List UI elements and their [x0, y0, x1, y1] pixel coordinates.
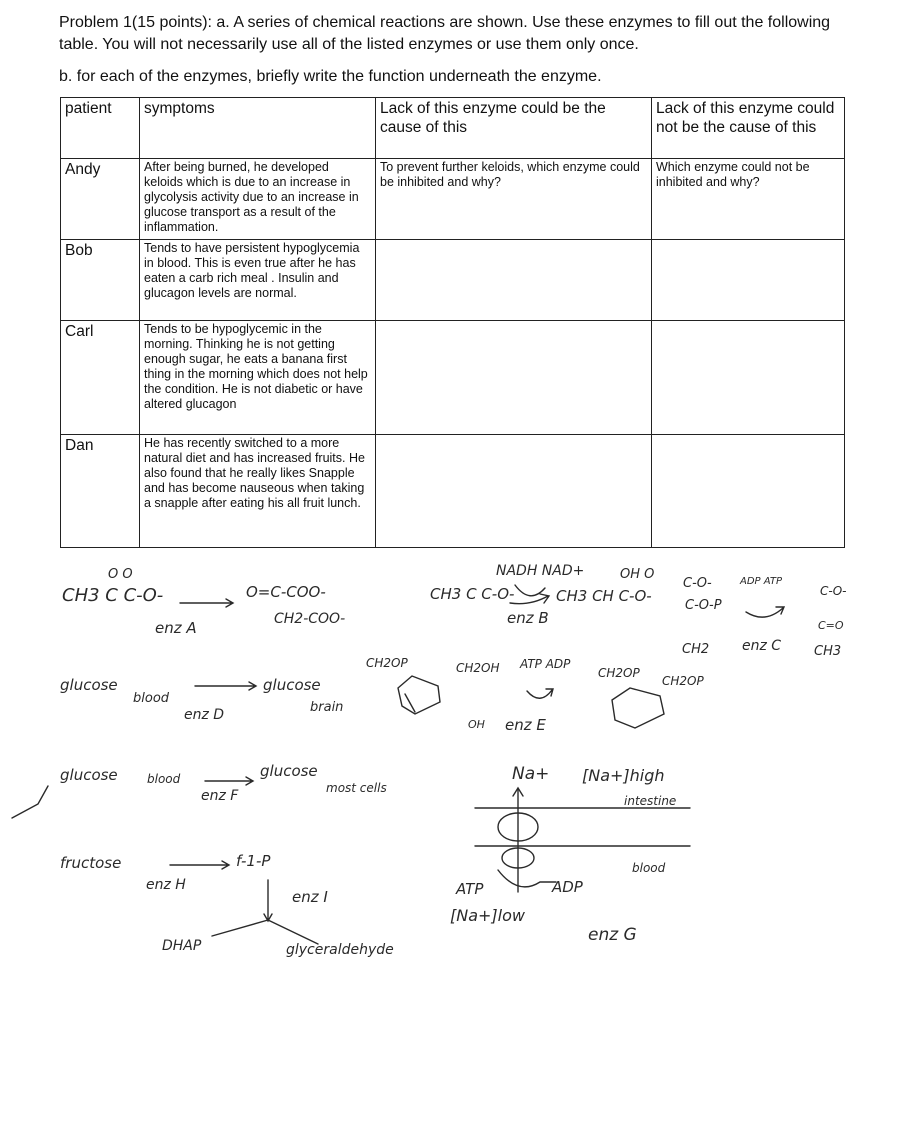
reaction-c-product: C-O-: [820, 584, 847, 598]
reaction-c-reactant: C-O-: [683, 576, 712, 591]
symptoms-cell: Tends to be hypoglycemic in the morning. Thinking he is not getting enough sugar, he eats a banana first thing in the morning which does not help the condition. He is not diabetic or have altered glucagon: [140, 321, 376, 435]
transporter-blood: blood: [632, 861, 666, 875]
transporter-adp: ADP: [552, 878, 583, 896]
reaction-c-reactant-2: C-O-P: [685, 598, 722, 613]
header-patient: patient: [61, 98, 140, 159]
reaction-h-left: fructose: [60, 854, 122, 872]
reaction-a-product: O=C-COO-: [246, 583, 326, 601]
reaction-b-cofactors: NADH NAD+: [496, 563, 585, 579]
header-could-be-cause: Lack of this enzyme could be the cause of this: [376, 98, 652, 159]
reaction-e-cofactors: ATP ADP: [520, 657, 571, 671]
reaction-h-product: f-1-P: [236, 852, 271, 870]
reaction-f-right: glucose: [260, 762, 318, 780]
transporter-intestine: intestine: [624, 794, 677, 808]
reaction-d-left-sub: blood: [133, 691, 170, 706]
enzyme-e-label: enz E: [505, 716, 546, 734]
reaction-d-left: glucose: [60, 676, 118, 694]
reaction-f-left: glucose: [60, 766, 118, 784]
enzyme-c-label: enz C: [742, 638, 782, 654]
patient-name: Andy: [61, 159, 140, 240]
transporter-atp: ATP: [456, 880, 484, 898]
transporter-na-low: [Na+]low: [450, 906, 525, 925]
reaction-b-reactant: CH3 C C-O-: [430, 585, 515, 603]
reaction-c-cofactors: ADP ATP: [740, 576, 783, 587]
enzyme-d-label: enz D: [184, 707, 225, 723]
patient-name: Bob: [61, 240, 140, 321]
reaction-f-right-sub: most cells: [326, 781, 387, 795]
enzyme-h-label: enz H: [146, 877, 186, 893]
problem-statement-b: b. for each of the enzymes, briefly write the function underneath the enzyme.: [59, 68, 602, 85]
reaction-e-ch2op: CH2OP: [366, 656, 408, 670]
header-symptoms: symptoms: [140, 98, 376, 159]
enzyme-b-label: enz B: [507, 609, 549, 627]
symptoms-cell: After being burned, he developed keloids which is due to an increase in glycolysis activity due to an increase in glucose transport as a result of the inflammation.: [140, 159, 376, 240]
reaction-b-oh: OH O: [620, 567, 655, 582]
transporter-na: Na+: [512, 764, 550, 784]
reaction-a-reactant: CH3 C C-O-: [62, 585, 164, 606]
header-could-not-be-cause: Lack of this enzyme could not be the cause of this: [652, 98, 845, 159]
symptoms-cell: Tends to have persistent hypoglycemia in blood. This is even true after he has eaten a carb rich meal . Insulin and glucagon levels are normal.: [140, 240, 376, 321]
could-not-cell[interactable]: Which enzyme could not be inhibited and why?: [652, 159, 845, 240]
patient-name: Carl: [61, 321, 140, 435]
enzyme-a-label: enz A: [155, 619, 197, 637]
reaction-e-oh: OH: [468, 718, 485, 731]
reaction-c-product-3: CH3: [814, 644, 842, 659]
transporter-na-high: [Na+]high: [582, 766, 665, 785]
enzyme-f-label: enz F: [201, 788, 239, 804]
reaction-c-reactant-3: CH2: [682, 642, 710, 657]
enzyme-i-label: enz I: [292, 888, 328, 906]
reaction-a-oxo: O O: [108, 567, 133, 582]
symptoms-cell: He has recently switched to a more natural diet and has increased fruits. He also found that he really likes Snapple and has become nauseous when taking a snapple after eating his all fruit lunch.: [140, 435, 376, 548]
reaction-d-right: glucose: [263, 676, 321, 694]
problem-statement-a: Problem 1(15 points): a. A series of chemical reactions are shown. Use these enzymes to fill out the following table. You will not necessarily use all of the listed enzymes or use them only once.: [59, 14, 831, 53]
enzyme-g-label: enz G: [588, 925, 637, 945]
reaction-b-product: CH3 CH C-O-: [556, 587, 652, 605]
reaction-a-product-2: CH2-COO-: [274, 611, 346, 627]
product-glyceraldehyde: glyceraldehyde: [286, 942, 394, 958]
patient-name: Dan: [61, 435, 140, 548]
reaction-f-left-sub: blood: [147, 772, 181, 786]
reaction-e-product-ch2op: CH2OP: [598, 666, 640, 680]
product-dhap: DHAP: [162, 938, 202, 954]
reaction-e-product-ch2op-2: CH2OP: [662, 674, 704, 688]
reaction-e-ch2oh: CH2OH: [456, 661, 500, 675]
could-cell[interactable]: To prevent further keloids, which enzyme could be inhibited and why?: [376, 159, 652, 240]
reaction-c-product-2: C=O: [818, 619, 844, 632]
reaction-d-right-sub: brain: [310, 700, 344, 715]
